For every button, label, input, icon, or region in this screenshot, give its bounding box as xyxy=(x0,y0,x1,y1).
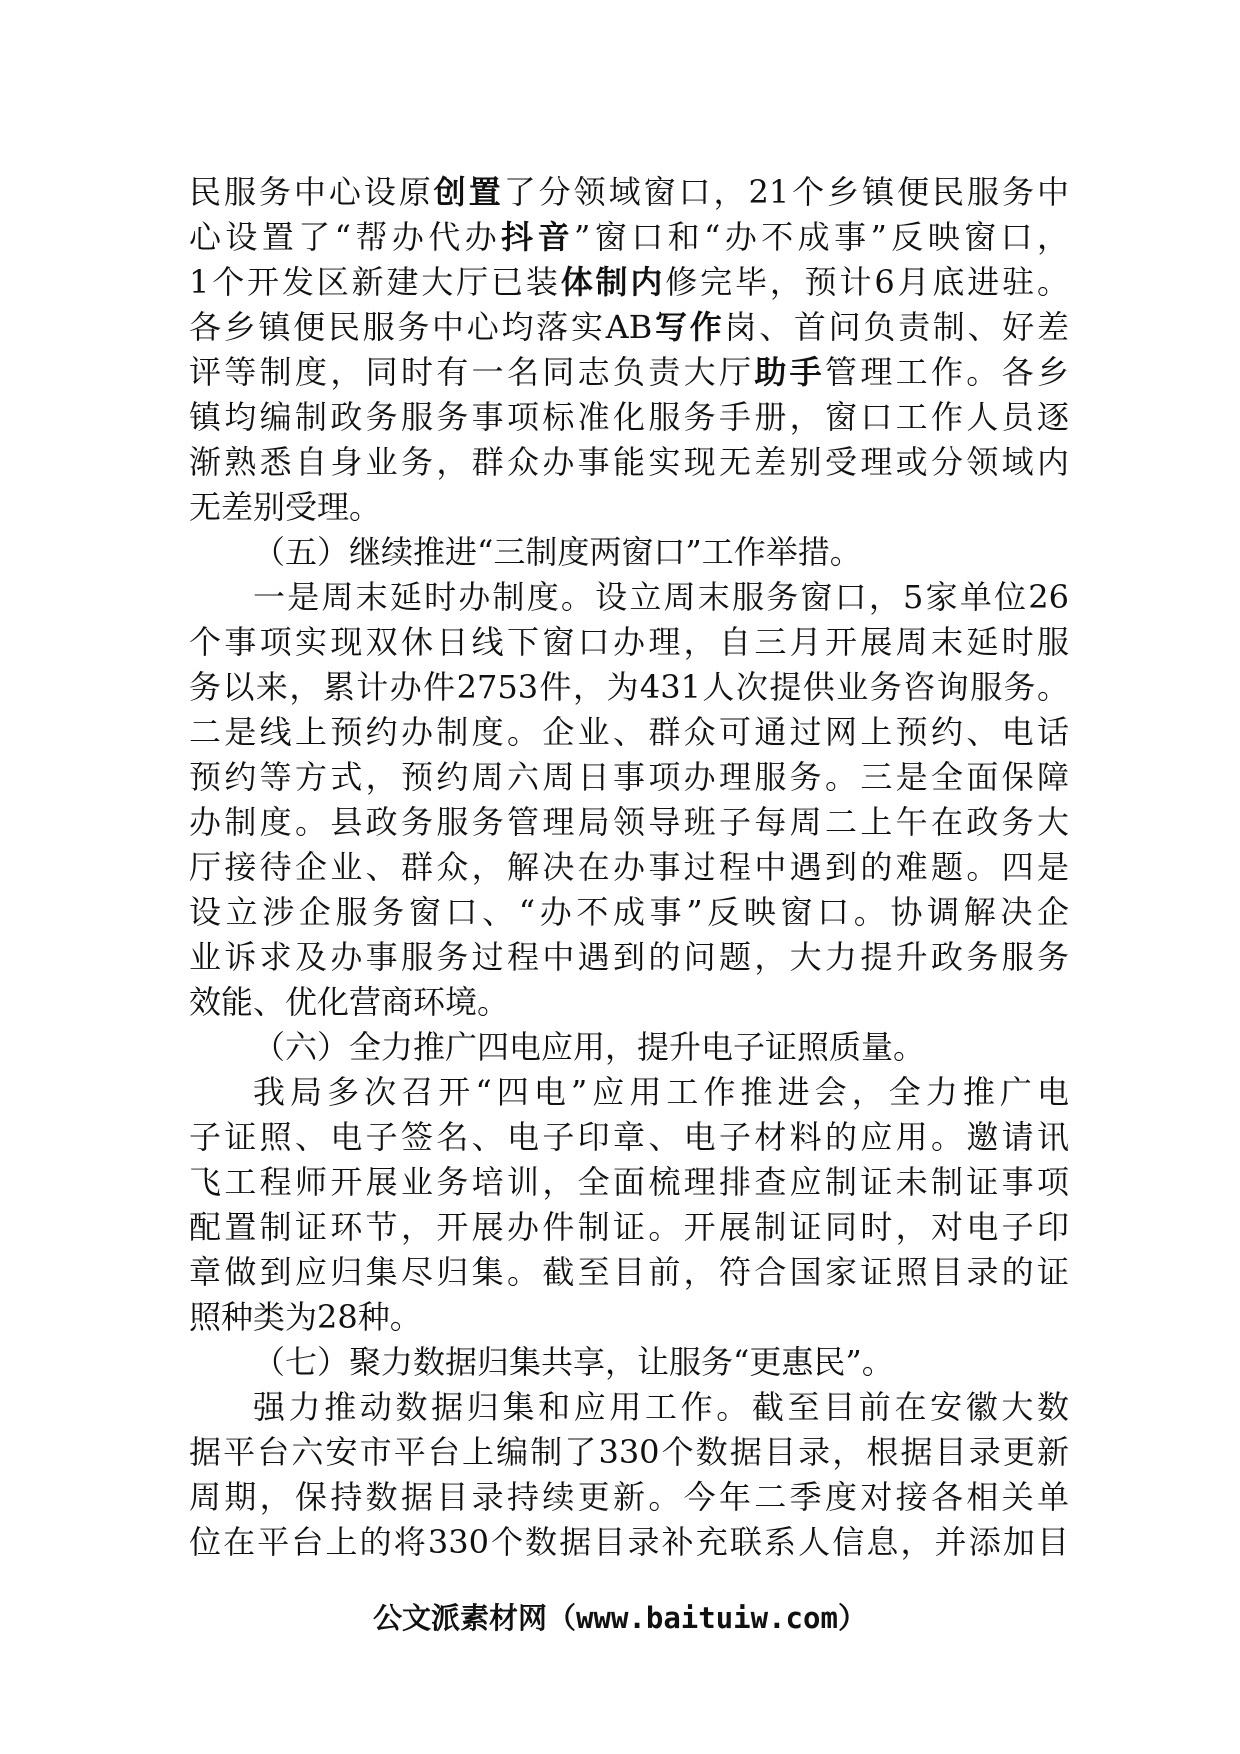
text-line: 飞工程师开展业务培训，全面梳理排查应制证未制证事项 xyxy=(189,1163,1069,1201)
paragraph-four-electronic xyxy=(189,1070,1069,1340)
text-line: 效能、优化营商环境。 xyxy=(189,983,510,1021)
text-line: 我局多次召开“四电”应用工作推进会，全力推广电 xyxy=(253,1073,1069,1111)
footer-paren-close: ） xyxy=(837,1601,867,1635)
bold-inserted-word: 创置 xyxy=(433,173,504,211)
bold-inserted-word: 抖音 xyxy=(501,218,574,256)
text-line: 二是线上预约办制度。企业、群众可通过网上预约、电话 xyxy=(189,713,1069,751)
text-line: 设立涉企服务窗口、“办不成事”反映窗口。协调解决企 xyxy=(189,893,1069,931)
paragraph-data-sharing xyxy=(189,1385,1069,1565)
bold-inserted-word: 体制内 xyxy=(560,263,666,301)
page-footer xyxy=(0,1596,1240,1637)
text-line: 镇均编制政务服务事项标准化服务手册，窗口工作人员逐 xyxy=(189,398,1069,436)
text-line: 个事项实现双休日线下窗口办理，自三月开展周末延时服 xyxy=(189,623,1069,661)
section-heading-6: （六）全力推广四电应用，提升电子证照质量。 xyxy=(253,1028,926,1066)
text-line: 各乡镇便民服务中心均落实AB写作岗、首问负责制、好差 xyxy=(189,308,1069,346)
text-line: 渐熟悉自身业务，群众办事能实现无差别受理或分领域内 xyxy=(189,443,1069,481)
section-heading-5: （五）继续推进“三制度两窗口”工作举措。 xyxy=(253,533,862,571)
text-line: 预约等方式，预约周六周日事项办理服务。三是全面保障 xyxy=(189,758,1069,796)
text-line: 据平台六安市平台上编制了330个数据目录，根据目录更新 xyxy=(189,1433,1069,1471)
text-line: 章做到应归集尽归集。截至目前，符合国家证照目录的证 xyxy=(189,1253,1069,1291)
text-line: 一是周末延时办制度。设立周末服务窗口，5家单位26 xyxy=(253,578,1069,616)
paragraph-three-systems xyxy=(189,575,1069,1025)
footer-site-name: 公文派素材网 xyxy=(373,1601,548,1635)
text-line: 位在平台上的将330个数据目录补充联系人信息，并添加目 xyxy=(189,1523,1069,1561)
footer-paren-open: （ xyxy=(547,1601,577,1635)
document-body xyxy=(189,170,1069,1565)
section-heading-7: （七）聚力数据归集共享，让服务“更惠民”。 xyxy=(253,1343,894,1381)
paragraph-service-windows xyxy=(189,170,1069,530)
bold-inserted-word: 助手 xyxy=(754,353,825,391)
text-line: 业诉求及办事服务过程中遇到的问题，大力提升政务服务 xyxy=(189,938,1069,976)
text-line: 1个开发区新建大厅已装体制内修完毕，预计6月底进驻。 xyxy=(189,263,1069,301)
text-line: 评等制度，同时有一名同志负责大厅助手管理工作。各乡 xyxy=(189,353,1069,391)
text-line: 强力推动数据归集和应用工作。截至目前在安徽大数 xyxy=(253,1388,1069,1426)
text-line: 照种类为28种。 xyxy=(189,1298,422,1336)
text-line: 厅接待企业、群众，解决在办事过程中遇到的难题。四是 xyxy=(189,848,1069,886)
bold-inserted-word: 写作 xyxy=(652,308,725,346)
text-line: 办制度。县政务服务管理局领导班子每周二上午在政务大 xyxy=(189,803,1069,841)
text-line: 子证照、电子签名、电子印章、电子材料的应用。邀请讯 xyxy=(189,1118,1069,1156)
footer-url: www.baituiw.com xyxy=(576,1601,838,1635)
text-line: 周期，保持数据目录持续更新。今年二季度对接各相关单 xyxy=(189,1478,1069,1516)
text-line: 务以来，累计办件2753件，为431人次提供业务咨询服务。 xyxy=(189,668,1069,706)
text-line: 心设置了“帮办代办抖音”窗口和“办不成事”反映窗口， xyxy=(189,218,1069,256)
text-line: 配置制证环节，开展办件制证。开展制证同时，对电子印 xyxy=(189,1208,1069,1246)
text-line: 无差别受理。 xyxy=(189,488,382,526)
text-line: 民服务中心设原创置了分领域窗口，21个乡镇便民服务中 xyxy=(189,173,1069,211)
